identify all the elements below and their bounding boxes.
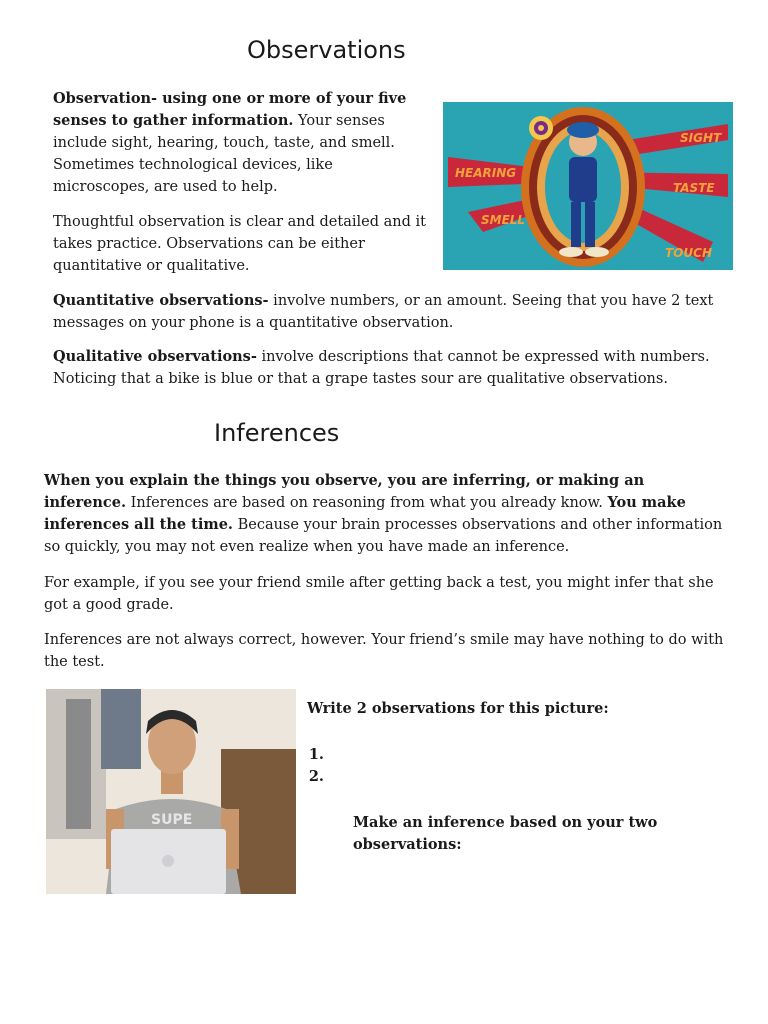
label-smell: SMELL bbox=[481, 213, 526, 227]
observation-definition-bold: Observation- using one or more of your five senses to gather information. bbox=[53, 90, 407, 129]
senses-illustration bbox=[443, 102, 733, 270]
inference-prompt: Make an inference based on your two observations: bbox=[353, 814, 658, 853]
quantitative-text: involve numbers, or an amount. Seeing that you have 2 text messages on your phone is a quantitative observation. bbox=[53, 293, 714, 331]
shirt-text: SUPE bbox=[151, 812, 193, 828]
inferences-mid-text: Inferences are based on reasoning from what you already know. bbox=[126, 495, 608, 511]
label-hearing: HEARING bbox=[455, 166, 517, 180]
observations-heading: Observations bbox=[247, 36, 406, 64]
observation-answer-1[interactable] bbox=[329, 744, 729, 766]
qualitative-paragraph bbox=[53, 346, 733, 390]
senses-illustration-svg bbox=[443, 102, 733, 270]
qualitative-text: involve descriptions that cannot be expressed with numbers. Noticing that a bike is blue or that a grape tastes sour are qualitative observations. bbox=[53, 349, 710, 387]
label-taste: TASTE bbox=[673, 181, 715, 195]
quantitative-term: Quantitative observations- bbox=[53, 292, 269, 309]
inferences-paragraph-3: Inferences are not always correct, however. Your friend’s smile may have nothing to do with the test. bbox=[44, 632, 724, 670]
inferences-paragraph-2: For example, if you see your friend smile after getting back a test, you might infer that she got a good grade. bbox=[44, 575, 714, 613]
laptop-person-photo-svg bbox=[46, 689, 296, 894]
laptop-person-photo bbox=[46, 689, 296, 894]
inferences-rest-text: Because your brain processes observations and other information so quickly, you may not even realize when you have made an inference. bbox=[44, 517, 723, 555]
observation-answer-2[interactable] bbox=[329, 766, 729, 788]
inferences-heading: Inferences bbox=[214, 419, 340, 447]
qualitative-term: Qualitative observations- bbox=[53, 348, 257, 365]
observation-prompt: Write 2 observations for this picture: bbox=[307, 700, 609, 717]
thoughtful-observation-paragraph: Thoughtful observation is clear and detailed and it takes practice. Observations can be either quantitative or qualitative. bbox=[53, 214, 426, 274]
observation-definition-text: Your senses include sight, hearing, touch, taste, and smell. Sometimes technological devices, like microscopes, are used to help. bbox=[53, 113, 395, 195]
observation-list bbox=[305, 744, 729, 788]
label-sight: SIGHT bbox=[680, 131, 722, 145]
inferences-paragraph-1 bbox=[44, 470, 724, 558]
observation-definition bbox=[53, 88, 418, 198]
inferences-emphasis-bold: You make inferences all the time. bbox=[44, 494, 686, 533]
apple-logo-icon bbox=[162, 855, 174, 867]
quantitative-paragraph bbox=[53, 290, 733, 334]
figure-body bbox=[569, 157, 597, 202]
inferences-lead-bold: When you explain the things you observe, you are inferring, or making an inference. bbox=[44, 472, 645, 511]
label-touch: TOUCH bbox=[665, 246, 712, 260]
